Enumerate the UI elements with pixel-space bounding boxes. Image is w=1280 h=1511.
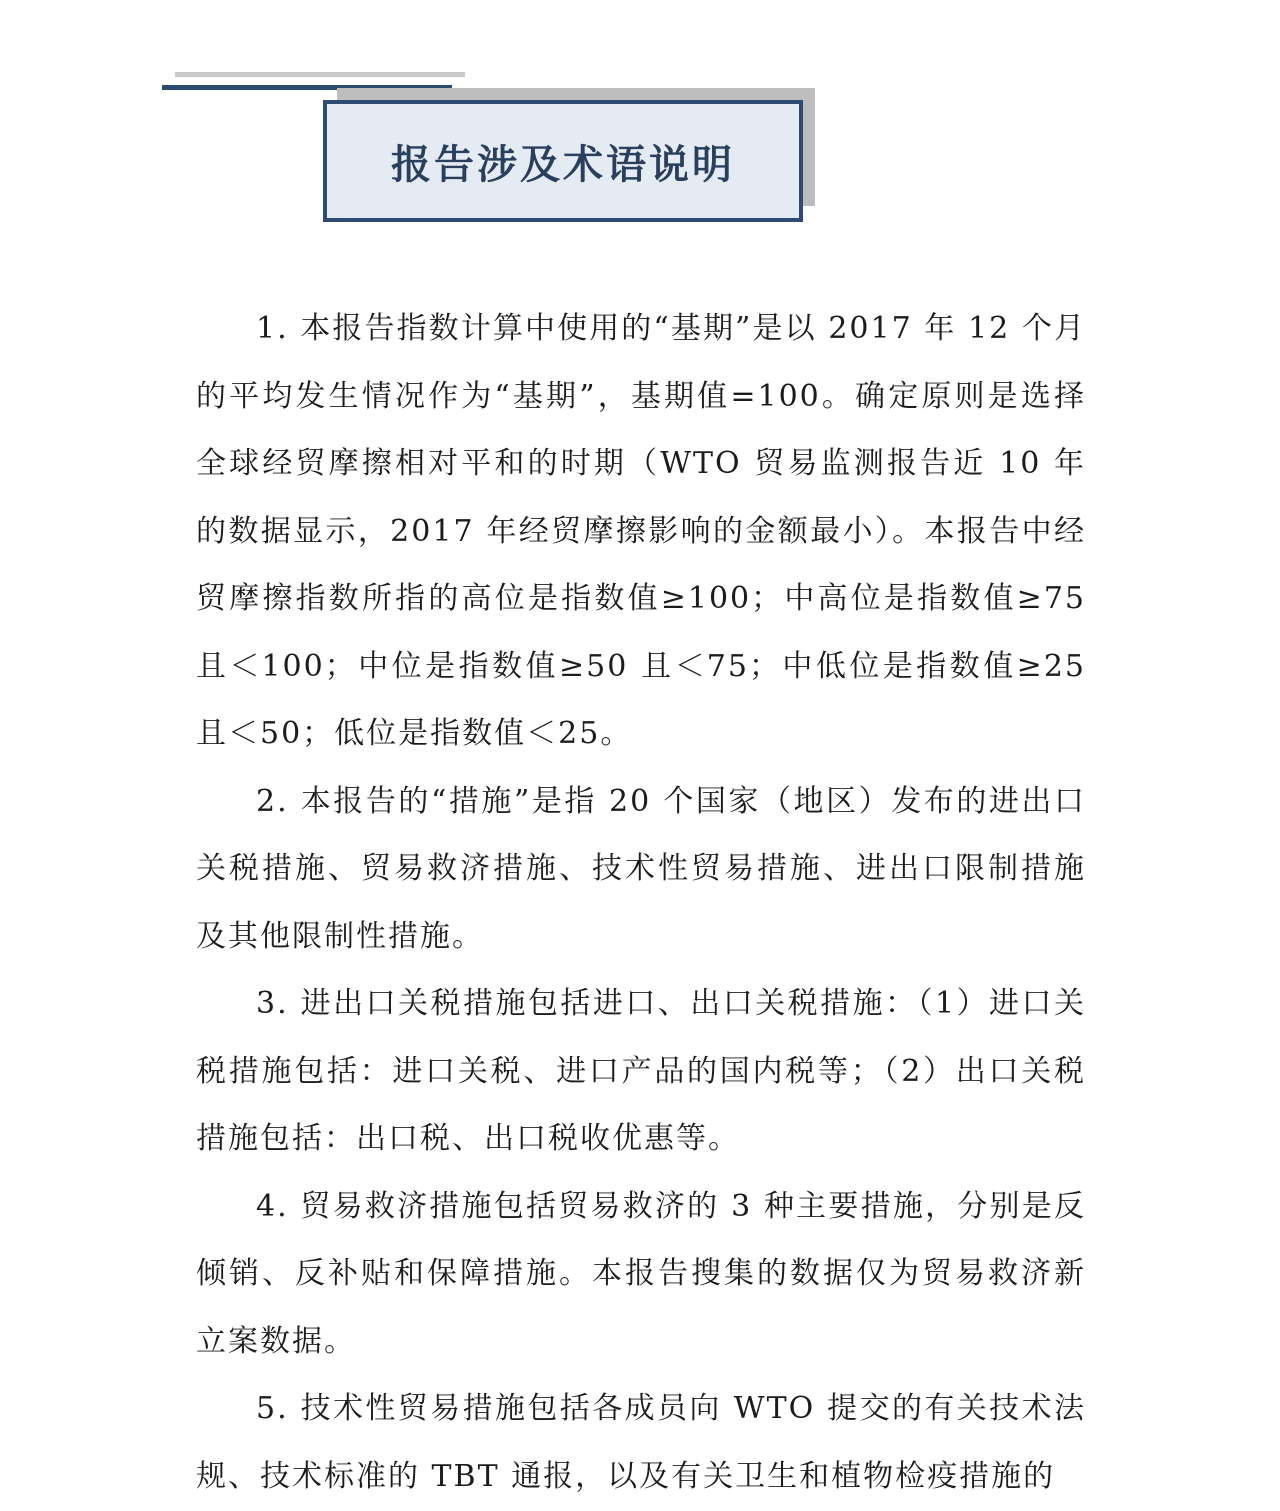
decorative-rule-gray xyxy=(175,72,465,77)
paragraph-2: 2. 本报告的“措施”是指 20 个国家（地区）发布的进出口关税措施、贸易救济措施、技术性贸易措施、进出口限制措施及其他限制性措施。 xyxy=(196,783,1086,954)
paragraph-5: 5. 技术性贸易措施包括各成员向 WTO 提交的有关技术法规、技术标准的 TBT 通报，以及有关卫生和植物检疫措施的 xyxy=(196,1391,1086,1494)
page-title: 报告涉及术语说明 xyxy=(391,141,735,188)
paragraph-3: 3. 进出口关税措施包括进口、出口关税措施：（1）进口关税措施包括：进口关税、进口产品的国内税等；（2）出口关税措施包括：出口税、出口税收优惠等。 xyxy=(196,986,1086,1156)
paragraph-1: 1. 本报告指数计算中使用的“基期”是以 2017 年 12 个月的平均发生情况作为“基期”，基期值=100。确定原则是选择全球经贸摩擦相对平和的时期（WTO 贸易监测报告近 10 年的数据显示，2017 年经贸摩擦影响的金额最小）。本报告中经贸摩擦指数所指的高位是指数值≥100；中高位是指数值≥75 且＜100；中位是指数值≥50 且＜75；中低位是指数值≥25 且＜50；低位是指数值＜25。 xyxy=(196,311,1086,751)
document-body xyxy=(196,295,1086,1510)
title-box xyxy=(323,100,803,222)
paragraph-4: 4. 贸易救济措施包括贸易救济的 3 种主要措施，分别是反倾销、反补贴和保障措施。本报告搜集的数据仅为贸易救济新立案数据。 xyxy=(196,1188,1086,1359)
